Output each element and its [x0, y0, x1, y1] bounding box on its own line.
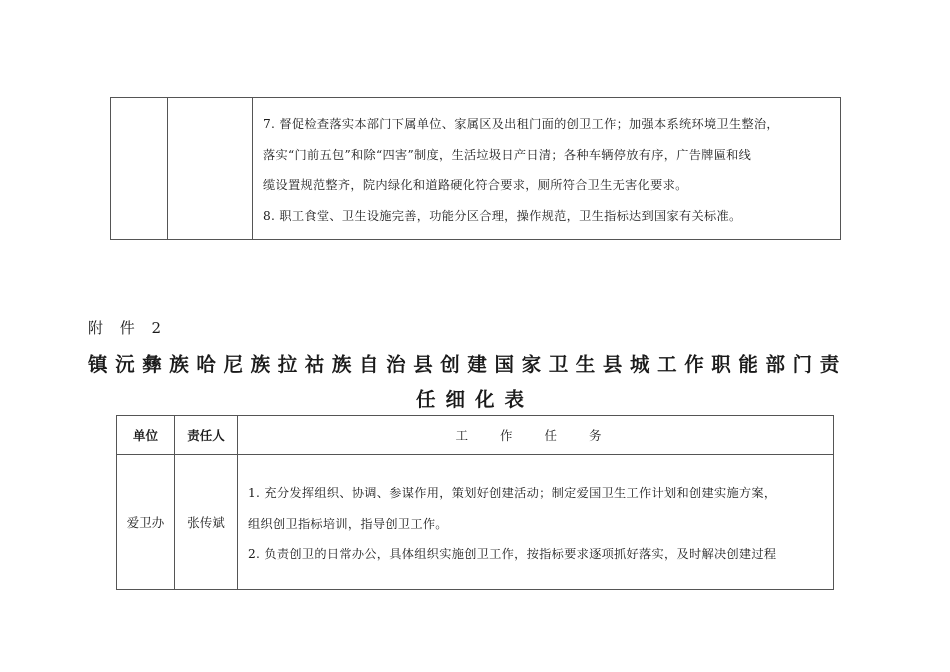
unit-cell	[111, 98, 168, 240]
document-title-line1: 镇沅彝族哈尼族拉祜族自治县创建国家卫生县城工作职能部门责	[88, 353, 847, 376]
task-line: 1. 充分发挥组织、协调、参谋作用，策划好创建活动；制定爱国卫生工作计划和创建实施方案，	[248, 486, 777, 501]
task-line: 2. 负责创卫的日常办公，具体组织实施创卫工作，按指标要求逐项抓好落实，及时解决创建过程	[248, 547, 777, 562]
task-line: 7. 督促检查落实本部门下属单位、家属区及出租门面的创卫工作；加强本系统环境卫生整治，	[263, 117, 779, 131]
header-row	[117, 416, 834, 455]
task-line: 8. 职工食堂、卫生设施完善，功能分区合理，操作规范，卫生指标达到国家有关标准。	[263, 208, 742, 223]
person-cell	[168, 98, 253, 240]
unit-cell: 爱卫办	[117, 455, 175, 590]
task-line: 缆设置规范整齐，院内绿化和道路硬化符合要求，厕所符合卫生无害化要求。	[263, 178, 688, 192]
unit-header: 单位	[117, 416, 175, 455]
task-line: 组织创卫指标培训，指导创卫工作。	[248, 516, 448, 531]
continuation-table	[110, 97, 841, 240]
annex-label: 附 件 2	[88, 319, 168, 337]
tasks-header: 工 作 任 务	[238, 416, 834, 455]
table-row	[111, 98, 841, 240]
document-title-line2: 任细化表	[415, 388, 534, 411]
person-cell: 张传斌	[175, 455, 238, 590]
person-header: 责任人	[175, 416, 238, 455]
responsibility-table	[116, 415, 834, 590]
table-row	[117, 455, 834, 590]
tasks-cell	[253, 98, 841, 240]
tasks-cell	[238, 455, 834, 590]
task-line: 落实“门前五包”和除“四害”制度，生活垃圾日产日清；各种车辆停放有序，广告牌匾和线	[263, 147, 752, 162]
